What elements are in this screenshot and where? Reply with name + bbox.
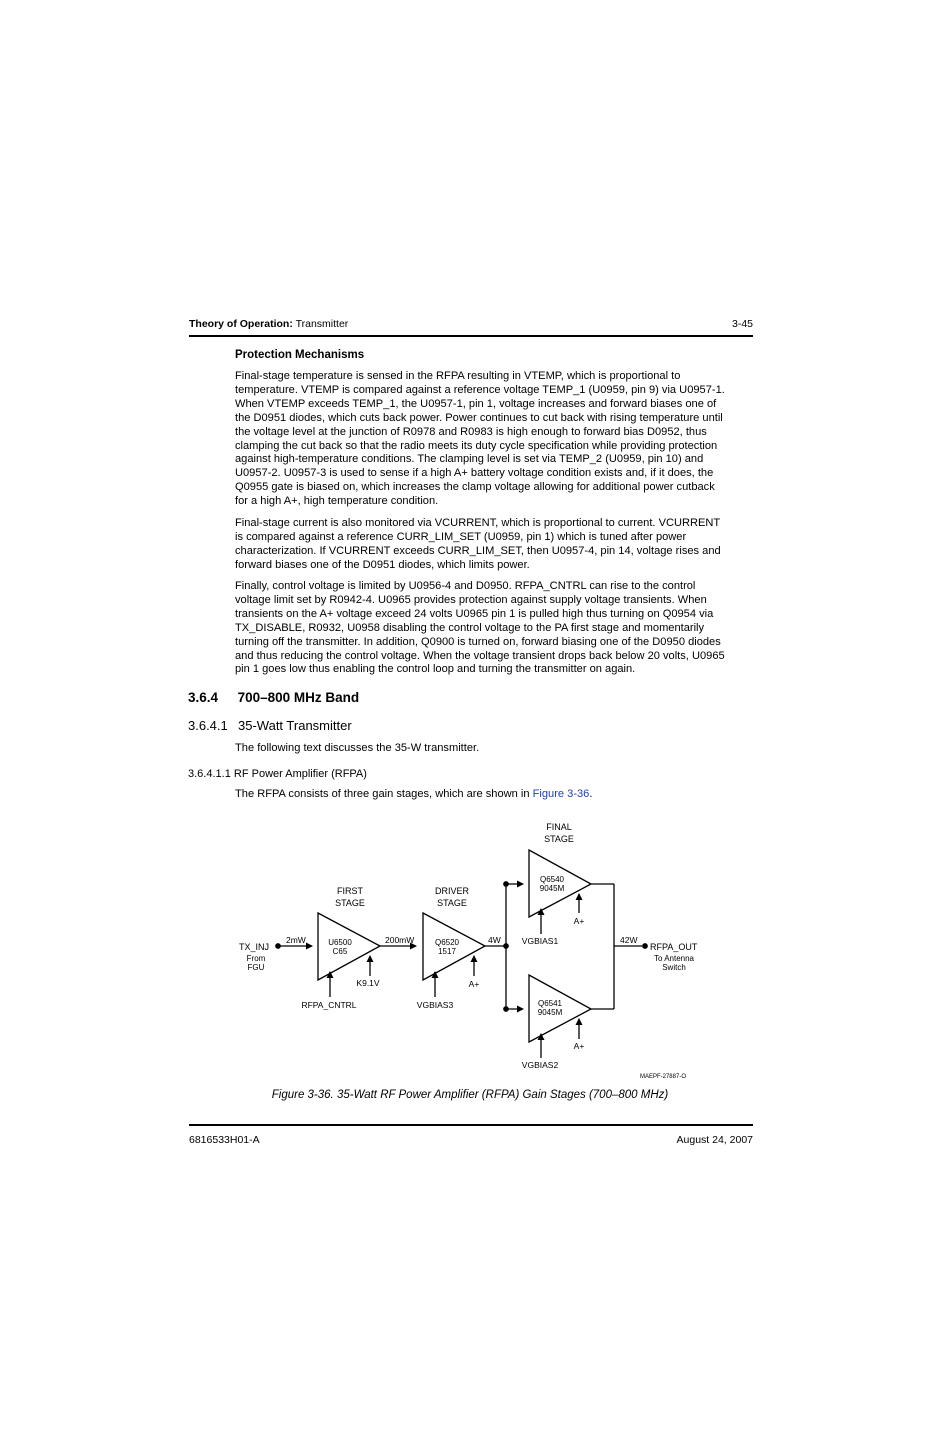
control-label: RFPA_CNTRL [301, 1000, 357, 1010]
text-line: Q0955 gate is biased on, which increases the clamp voltage allowing for additional power cutback [235, 481, 715, 494]
power-level-label: 4W [488, 935, 501, 945]
footer-rule [189, 1124, 753, 1126]
document-number: 6816533H01-A [189, 1134, 260, 1146]
text-line: characterization. If VCURRENT exceeds CURR_LIM_SET, then U0957-4, pin 14, voltage rises and [235, 544, 721, 557]
rfpa-out-node [643, 944, 647, 948]
body-text: The RFPA consists of three gain stages, which are shown in [235, 788, 533, 800]
text-line: the voltage level at the junction of R0978 and R0983 is high enough to forward bias D0952, thus [235, 425, 707, 438]
control-label: VGBIAS2 [521, 1060, 559, 1070]
figure-caption: Figure 3-36. 35-Watt RF Power Amplifier (RFPA) Gain Stages (700–800 MHz) [271, 1089, 669, 1101]
split-node [504, 944, 508, 948]
section-number: 3.6.4 [188, 690, 219, 705]
body-text: . [589, 788, 593, 800]
text-line: and thus reducing the control voltage. When the voltage transient drops back below 20 volts, U0965 [235, 649, 725, 662]
power-level-label: 2mW [286, 935, 306, 945]
rfpa-out-destination: Switch [662, 963, 686, 972]
text-line: Final-stage temperature is sensed in the RFPA resulting in VTEMP, which is proportional to [235, 370, 681, 382]
control-label: A+ [468, 979, 480, 989]
amp-part-label: 1517 [438, 947, 456, 956]
text-line: Finally, control voltage is limited by U0956-4 and D0950. RFPA_CNTRL can rise to the control [235, 580, 696, 592]
amp-part-label: U6500 [328, 938, 352, 947]
stage-label: STAGE [437, 898, 467, 908]
rfpa-out-destination: To Antenna [653, 954, 695, 963]
text-line: Final-stage current is also monitored via VCURRENT, which is proportional to current. VCURRENT [235, 517, 721, 529]
section-number: 3.6.4.1 [188, 718, 228, 733]
stage-label: FIRST [337, 886, 363, 896]
stage-label: STAGE [335, 898, 365, 908]
figure-ref-code: MAEPF-27887-O [639, 1074, 686, 1080]
power-level-label: 42W [620, 935, 638, 945]
text-line: temperature. VTEMP is compared against a reference voltage TEMP_1 (U0959, pin 9) via U0957-1. [235, 383, 725, 396]
tx-inj-source: From [246, 954, 266, 963]
text-line: is compared against a reference CURR_LIM_SET (U0959, pin 1) which is tuned after power [235, 530, 687, 543]
amp-part-label: Q6540 [539, 875, 565, 884]
page-number: 3-45 [731, 318, 753, 330]
figure-link[interactable]: Figure 3-36 [532, 788, 590, 800]
amp-part-label: 9045M [539, 884, 565, 893]
amp-part-label: Q6520 [434, 938, 460, 947]
document-date: August 24, 2007 [676, 1134, 753, 1146]
stage-label: FINAL [546, 822, 572, 832]
section-number: 3.6.4.1.1 [188, 768, 231, 780]
text-line: for a high A+, high temperature condition. [235, 495, 439, 508]
text-line: TX_DISABLE, R0932, U0958 disabling the control voltage to the PA first stage and momentarily [235, 621, 705, 634]
section-title: RF Power Amplifier (RFPA) [233, 768, 367, 780]
tx-inj-node [276, 944, 280, 948]
control-label: A+ [573, 1041, 585, 1051]
control-label: A+ [573, 916, 585, 926]
text-line: the D0951 diodes, which cuts back power. Power continues to cut back with rising temperature until [235, 411, 723, 424]
power-level-label: 200mW [385, 935, 415, 945]
protection-heading: Protection Mechanisms [235, 349, 365, 361]
text-line: turning off the transmitter. In addition, Q0900 is turned on, forward biasing one of the D0950 diodes [235, 635, 721, 648]
text-line: clamping the cut back so that the radio meets its duty cycle specification while providing protection [235, 439, 718, 452]
control-label: VGBIAS1 [521, 936, 559, 946]
header-section: Transmitter [295, 318, 349, 330]
control-label: VGBIAS3 [416, 1000, 454, 1010]
text-line: against high-temperature conditions. The clamping level is set via TEMP_2 (U0959, pin 10) and [235, 453, 704, 466]
section-3-6-4-1-body: The following text discusses the 35-W transmitter. [235, 742, 480, 754]
tx-inj-source: FGU [247, 963, 265, 972]
amp-part-label: 9045M [537, 1008, 563, 1017]
text-line: U0957-2. U0957-3 is used to sense if a high A+ battery voltage condition exists and, if it does, the [235, 467, 714, 480]
text-line: forward biases one of the D0951 diodes, which limits power. [235, 558, 530, 571]
header-chapter: Theory of Operation: [189, 318, 293, 330]
text-line: pin 1 goes low thus enabling the control loop and turning the transmitter on again. [235, 663, 636, 676]
text-line: voltage limit set by R0942-4. U0965 provides protection against supply voltage transients. When [235, 593, 707, 606]
section-title: 35-Watt Transmitter [238, 718, 352, 733]
tx-inj-label: TX_INJ [239, 942, 270, 952]
section-title: 700–800 MHz Band [237, 690, 360, 705]
rfpa-out-label: RFPA_OUT [650, 942, 698, 952]
text-line: When VTEMP exceeds TEMP_1, the U0957-1, pin 1, voltage increases and forward biases one of [235, 397, 717, 410]
amp-part-label: C65 [332, 947, 348, 956]
stage-label: DRIVER [434, 886, 470, 896]
amp-part-label: Q6541 [537, 999, 563, 1008]
text-line: transients on the A+ voltage exceed 24 volts U0965 pin 1 is pulled high thus turning on Q0954 via [235, 607, 714, 620]
stage-label: STAGE [544, 834, 574, 844]
control-label: K9.1V [356, 978, 380, 988]
